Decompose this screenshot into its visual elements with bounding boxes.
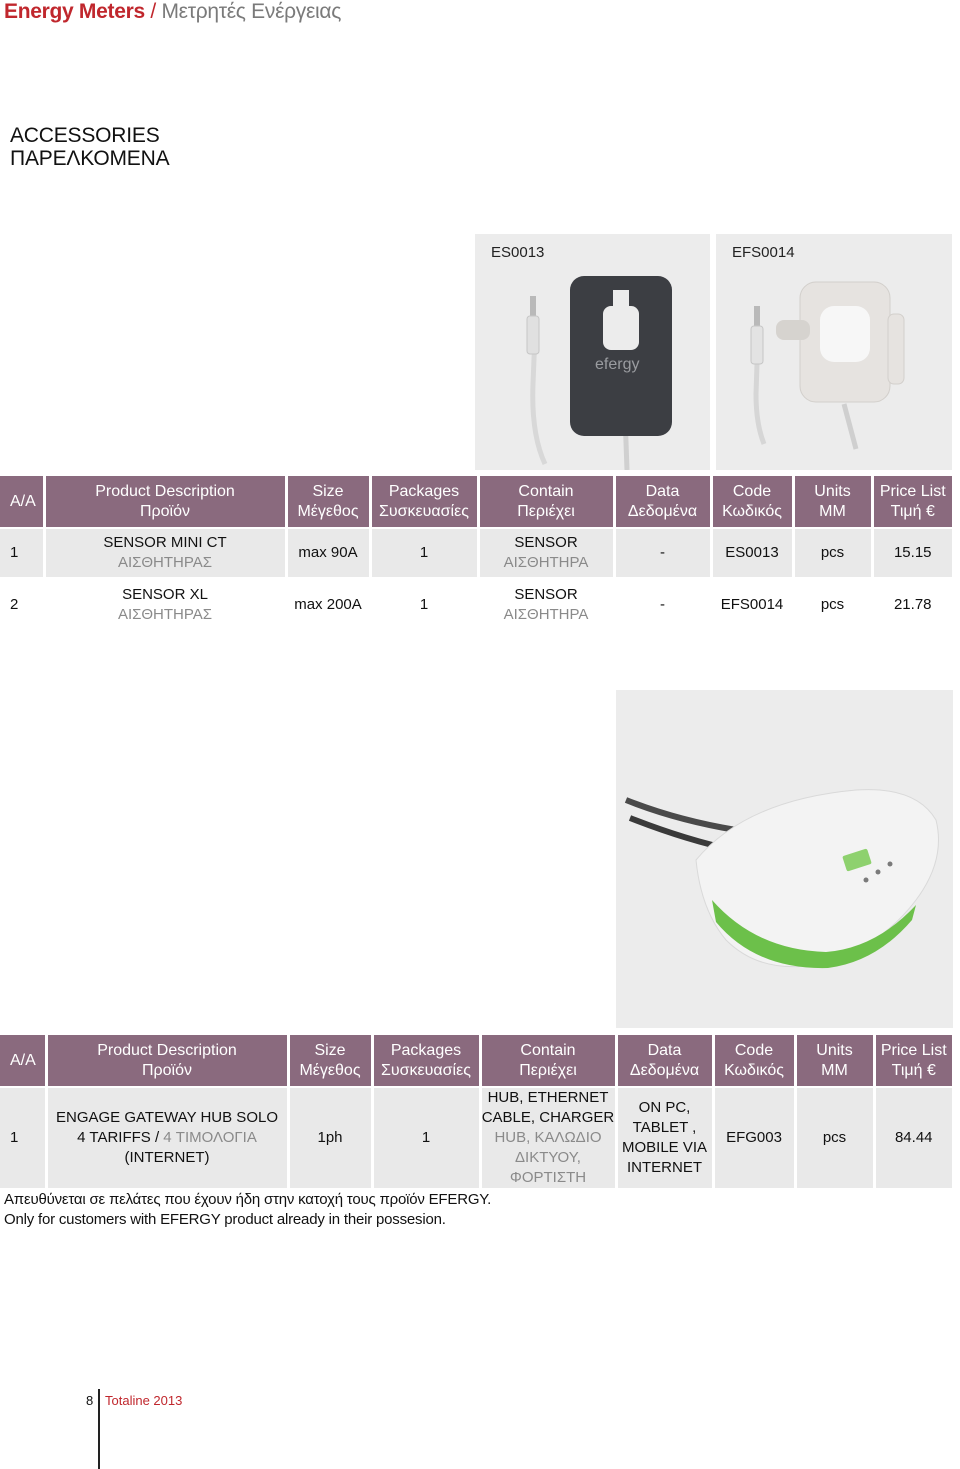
row-code: ES0013 bbox=[711, 528, 793, 578]
table-header-row bbox=[0, 1035, 952, 1087]
col-units-gr: MM bbox=[821, 1061, 848, 1079]
col-packages-gr: Συσκευασίες bbox=[379, 502, 469, 520]
col-units bbox=[795, 1035, 874, 1087]
table-header-row bbox=[0, 476, 952, 528]
row-contain-gr: ΑΙΣΘΗΤΗΡΑ bbox=[503, 605, 589, 623]
row-price: 84.44 bbox=[874, 1087, 952, 1188]
col-aa: A/A bbox=[0, 476, 44, 528]
row-aa: 1 bbox=[0, 528, 44, 578]
col-contain bbox=[480, 1035, 616, 1087]
row-description-tariffs-gr: 4 ΤΙΜΟΛΟΓΙΑ bbox=[163, 1129, 257, 1146]
col-data bbox=[616, 1035, 713, 1087]
col-price-gr: Τιμή € bbox=[891, 1061, 936, 1079]
row-size: 1ph bbox=[288, 1087, 372, 1188]
col-description-en: Product Description bbox=[95, 482, 235, 500]
col-code bbox=[711, 476, 793, 528]
col-price-en: Price List bbox=[880, 1041, 947, 1059]
row-aa: 2 bbox=[0, 578, 44, 630]
note-en: Only for customers with EFERGY product already in their possesion. bbox=[4, 1211, 446, 1228]
col-description-en: Product Description bbox=[97, 1041, 237, 1059]
col-aa: A/A bbox=[0, 1035, 46, 1087]
row-aa: 1 bbox=[0, 1087, 46, 1188]
row-data bbox=[616, 1087, 713, 1188]
row-size: max 90A bbox=[286, 528, 370, 578]
col-packages bbox=[372, 1035, 480, 1087]
row-units: pcs bbox=[793, 578, 872, 630]
row-data: - bbox=[614, 528, 711, 578]
col-data-en: Data bbox=[647, 1041, 682, 1059]
col-size-en: Size bbox=[314, 1041, 346, 1059]
row-contain bbox=[478, 578, 614, 630]
row-description-gr: ΑΙΣΘΗΤΗΡΑΣ bbox=[117, 554, 213, 571]
row-description bbox=[44, 528, 286, 578]
page-header bbox=[4, 0, 341, 24]
row-data: - bbox=[614, 578, 711, 630]
col-price-gr: Τιμή € bbox=[890, 502, 935, 520]
row-packages: 1 bbox=[370, 578, 478, 630]
page-number: 8 bbox=[86, 1393, 94, 1408]
row-data-line4: INTERNET bbox=[627, 1159, 702, 1176]
col-contain bbox=[478, 476, 614, 528]
row-packages: 1 bbox=[370, 528, 478, 578]
footer-divider bbox=[98, 1389, 100, 1469]
col-contain-gr: Περιέχει bbox=[519, 1061, 577, 1079]
col-units-gr: MM bbox=[819, 502, 846, 520]
table-row bbox=[0, 578, 952, 630]
note-gr: Απευθύνεται σε πελάτες που έχουν ήδη στην κατοχή τους προϊόν EFERGY. bbox=[4, 1191, 492, 1208]
table-row bbox=[0, 1087, 952, 1188]
row-data-line1: ON PC, bbox=[638, 1099, 691, 1116]
col-contain-en: Contain bbox=[518, 482, 574, 500]
row-description-en: SENSOR MINI CT bbox=[103, 534, 227, 551]
col-packages-en: Packages bbox=[388, 482, 460, 500]
section-title-en: ACCESSORIES bbox=[10, 124, 160, 147]
table-row bbox=[0, 528, 952, 578]
col-code-gr: Κωδικός bbox=[722, 502, 782, 520]
row-description-line1: ENGAGE GATEWAY HUB SOLO bbox=[56, 1109, 278, 1126]
title-separator: / bbox=[150, 0, 156, 23]
row-description-en: SENSOR XL bbox=[122, 585, 208, 603]
col-price-en: Price List bbox=[879, 482, 946, 500]
row-description-line3: (INTERNET) bbox=[124, 1149, 210, 1166]
col-data-gr: Δεδομένα bbox=[627, 502, 698, 520]
product-card-es0013 bbox=[475, 234, 710, 470]
xl-sensor-image bbox=[716, 234, 952, 470]
col-code-gr: Κωδικός bbox=[724, 1061, 784, 1079]
row-size: max 200A bbox=[286, 578, 370, 630]
row-description-separator: / bbox=[150, 1129, 164, 1146]
col-code-en: Code bbox=[732, 482, 772, 500]
mini-ct-sensor-image bbox=[475, 234, 710, 470]
col-data bbox=[614, 476, 711, 528]
col-contain-en: Contain bbox=[520, 1041, 576, 1059]
col-size-gr: Μέγεθος bbox=[299, 1061, 361, 1079]
row-data-line2: TABLET , bbox=[632, 1119, 697, 1136]
row-contain-en: SENSOR bbox=[514, 585, 578, 603]
product-code: EFS0014 bbox=[732, 244, 795, 261]
col-data-gr: Δεδομένα bbox=[629, 1061, 700, 1079]
product-card-efg003 bbox=[616, 690, 953, 1028]
efergy-logo: efergy bbox=[595, 356, 640, 373]
footer-brand: Totaline 2013 bbox=[105, 1393, 183, 1408]
col-data-en: Data bbox=[645, 482, 680, 500]
row-code: EFG003 bbox=[713, 1087, 795, 1188]
col-size-en: Size bbox=[312, 482, 344, 500]
row-contain-en: SENSOR bbox=[514, 534, 578, 551]
col-units-en: Units bbox=[814, 482, 851, 500]
col-packages-en: Packages bbox=[390, 1041, 462, 1059]
col-description bbox=[46, 1035, 288, 1087]
col-size bbox=[286, 476, 370, 528]
section-title-gr: ΠΑΡΕΛΚΟΜΕΝΑ bbox=[10, 147, 170, 170]
col-description bbox=[44, 476, 286, 528]
col-code-en: Code bbox=[734, 1041, 774, 1059]
row-contain-gr: ΑΙΣΘΗΤΗΡΑ bbox=[503, 554, 589, 571]
row-units: pcs bbox=[795, 1087, 874, 1188]
row-contain-en2: CABLE, CHARGER bbox=[481, 1109, 615, 1126]
product-card-efs0014 bbox=[716, 234, 952, 470]
row-contain-en1: HUB, ETHERNET bbox=[487, 1089, 609, 1106]
col-description-gr: Προϊόν bbox=[139, 502, 190, 520]
product-code: ES0013 bbox=[491, 244, 545, 261]
row-price: 21.78 bbox=[872, 578, 952, 630]
col-size-gr: Μέγεθος bbox=[297, 502, 359, 520]
accessories-table bbox=[0, 476, 952, 630]
col-packages-gr: Συσκευασίες bbox=[381, 1061, 471, 1079]
row-contain-gr1: HUB, ΚΑΛΩΔΙΟ bbox=[494, 1129, 602, 1146]
col-size bbox=[288, 1035, 372, 1087]
row-data-line3: MOBILE VIA bbox=[621, 1139, 708, 1156]
col-price bbox=[872, 476, 952, 528]
row-description bbox=[44, 578, 286, 630]
section-title bbox=[10, 124, 169, 170]
col-price bbox=[874, 1035, 952, 1087]
row-contain bbox=[478, 528, 614, 578]
row-contain-gr2: ΔΙΚΤΥΟΥ, ΦΟΡΤΙΣΤΗ bbox=[509, 1149, 587, 1186]
row-description-tariffs-en: 4 TARIFFS bbox=[77, 1129, 151, 1146]
gateway-table bbox=[0, 1035, 952, 1188]
gateway-hub-image bbox=[616, 690, 953, 1028]
col-packages bbox=[370, 476, 478, 528]
availability-note bbox=[4, 1190, 491, 1230]
col-units-en: Units bbox=[816, 1041, 853, 1059]
row-code: EFS0014 bbox=[711, 578, 793, 630]
row-packages: 1 bbox=[372, 1087, 480, 1188]
row-description-gr: ΑΙΣΘΗΤΗΡΑΣ bbox=[117, 605, 213, 623]
row-contain bbox=[480, 1087, 616, 1188]
row-description bbox=[46, 1087, 288, 1188]
row-units: pcs bbox=[793, 528, 872, 578]
row-description-line2 bbox=[48, 1128, 287, 1148]
col-units bbox=[793, 476, 872, 528]
greek-title: Μετρητές Ενέργειας bbox=[161, 0, 342, 23]
col-description-gr: Προϊόν bbox=[141, 1061, 192, 1079]
brand-title: Energy Meters bbox=[4, 0, 145, 23]
row-price: 15.15 bbox=[872, 528, 952, 578]
col-code bbox=[713, 1035, 795, 1087]
col-contain-gr: Περιέχει bbox=[517, 502, 575, 520]
